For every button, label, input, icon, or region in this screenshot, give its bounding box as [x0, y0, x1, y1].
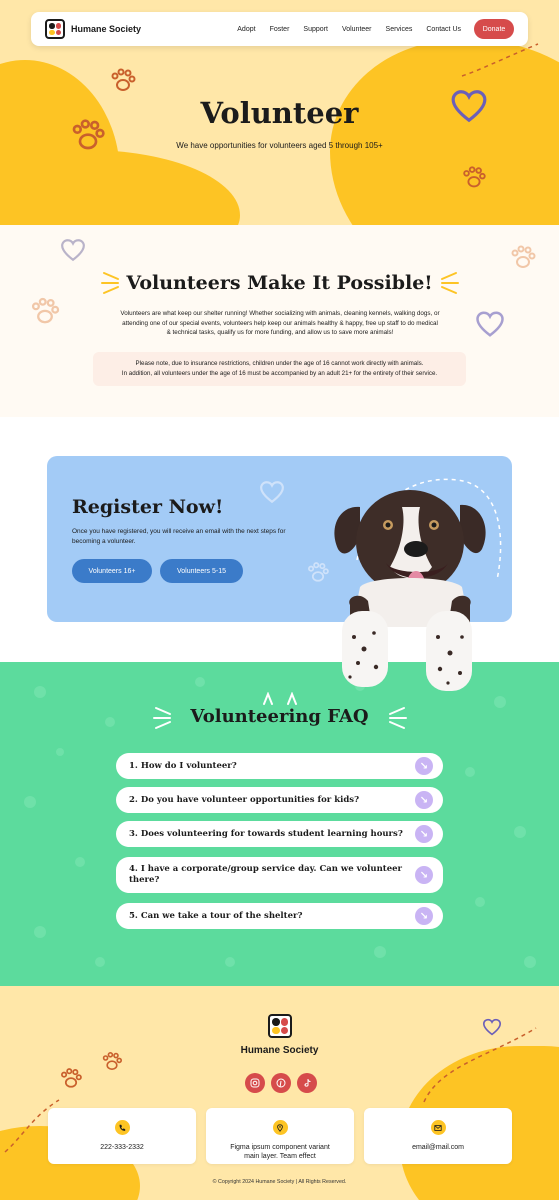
logo-icon[interactable] [45, 19, 65, 39]
nav-link-services[interactable]: Services [385, 25, 413, 33]
faq-item-4[interactable] [116, 857, 443, 893]
intro-section [0, 225, 559, 417]
paw-icon [28, 295, 62, 329]
arrow-icon[interactable]: ↘ [415, 866, 433, 884]
nav-link-volunteer[interactable]: Volunteer [341, 25, 372, 33]
faq-question: 3. Does volunteering for towards student learning hours? [129, 828, 403, 839]
faq-question: 1. How do I volunteer? [129, 760, 237, 771]
intro-title: Volunteers Make It Possible! [126, 272, 433, 294]
hero-section [0, 0, 559, 225]
faq-section [0, 662, 559, 986]
faq-item-1[interactable] [116, 753, 443, 779]
hero-blob-bottom [0, 150, 240, 225]
faq-question: 4. I have a corporate/group service day. Can we volunteer there? [129, 864, 402, 885]
heart-icon [60, 238, 86, 262]
age-notice [93, 352, 466, 386]
arrow-icon[interactable]: ↘ [415, 757, 433, 775]
donate-button[interactable]: Donate [474, 19, 514, 39]
ears-icon [262, 692, 298, 706]
footer-phone: 222-333-2332 [100, 1144, 144, 1151]
mail-icon [431, 1120, 446, 1135]
tiktok-icon[interactable] [297, 1073, 317, 1093]
paw-icon [305, 560, 331, 586]
instagram-icon[interactable] [245, 1073, 265, 1093]
faq-item-5[interactable] [116, 903, 443, 929]
paw-icon [58, 1066, 84, 1092]
volunteer-5-15-button[interactable]: Volunteers 5-15 [160, 559, 243, 583]
brand-name[interactable]: Humane Society [71, 24, 142, 34]
register-title: Register Now! [72, 496, 224, 518]
footer-brand-name: Humane Society [240, 1045, 319, 1056]
copyright: © Copyright 2024 Humane Society | All Rights Reserved. [212, 1179, 347, 1185]
location-icon [273, 1120, 288, 1135]
dog-illustration [330, 487, 490, 697]
paw-icon [460, 164, 488, 192]
contact-card-phone[interactable] [48, 1108, 196, 1164]
top-navbar [31, 12, 528, 46]
paw-icon [508, 243, 538, 273]
footer [0, 986, 559, 1200]
contact-card-address[interactable] [206, 1108, 354, 1164]
arrow-icon[interactable]: ↘ [415, 825, 433, 843]
arrow-icon[interactable]: ↘ [415, 907, 433, 925]
heart-icon [482, 1018, 502, 1036]
faq-question: 2. Do you have volunteer opportunities for kids? [129, 794, 360, 805]
page-title: Volunteer [200, 96, 359, 130]
footer-email: email@mail.com [412, 1144, 464, 1151]
register-body: Once you have registered, you will receive an email with the next steps for becoming a volunteer. [72, 528, 286, 545]
age-notice-line-1: Please note, due to insurance restrictions, children under the age of 16 cannot work directly with animals. [135, 360, 424, 367]
paw-icon [108, 66, 138, 96]
nav-link-support[interactable]: Support [303, 25, 328, 33]
age-notice-line-2: In addition, all volunteers under the age of 16 must be accompanied by an adult 21+ for the entirety of their service. [121, 370, 438, 377]
pinterest-icon[interactable] [271, 1073, 291, 1093]
nav-link-contact[interactable]: Contact Us [426, 25, 461, 33]
heart-icon [475, 310, 505, 338]
nav-link-adopt[interactable]: Adopt [237, 25, 256, 33]
hero-subtitle: We have opportunities for volunteers aged 5 through 105+ [176, 141, 383, 150]
faq-question: 5. Can we take a tour of the shelter? [129, 910, 303, 921]
dashed-trail [460, 40, 540, 80]
phone-icon [115, 1120, 130, 1135]
faq-title: Volunteering FAQ [190, 706, 369, 727]
nav-link-foster[interactable]: Foster [269, 25, 290, 33]
arrow-icon[interactable]: ↘ [415, 791, 433, 809]
volunteer-16-plus-button[interactable]: Volunteers 16+ [72, 559, 152, 583]
heart-icon [259, 480, 285, 504]
dashed-trail [420, 1026, 540, 1106]
footer-address: Figma ipsum component variant main layer. Team effect [230, 1144, 330, 1160]
intro-body: Volunteers are what keep our shelter running! Whether socializing with animals, cleaning kennels, walking dogs, or attending one of our special events, volunteers help keep our animals healthy & happy, free up staff to do medical & technical tasks, qualify us for more funding, and allow us to save more animals! [120, 310, 440, 336]
faq-item-3[interactable] [116, 821, 443, 847]
contact-card-email[interactable] [364, 1108, 512, 1164]
nav-links [237, 26, 461, 33]
faq-item-2[interactable] [116, 787, 443, 813]
footer-logo-icon[interactable] [268, 1014, 292, 1038]
